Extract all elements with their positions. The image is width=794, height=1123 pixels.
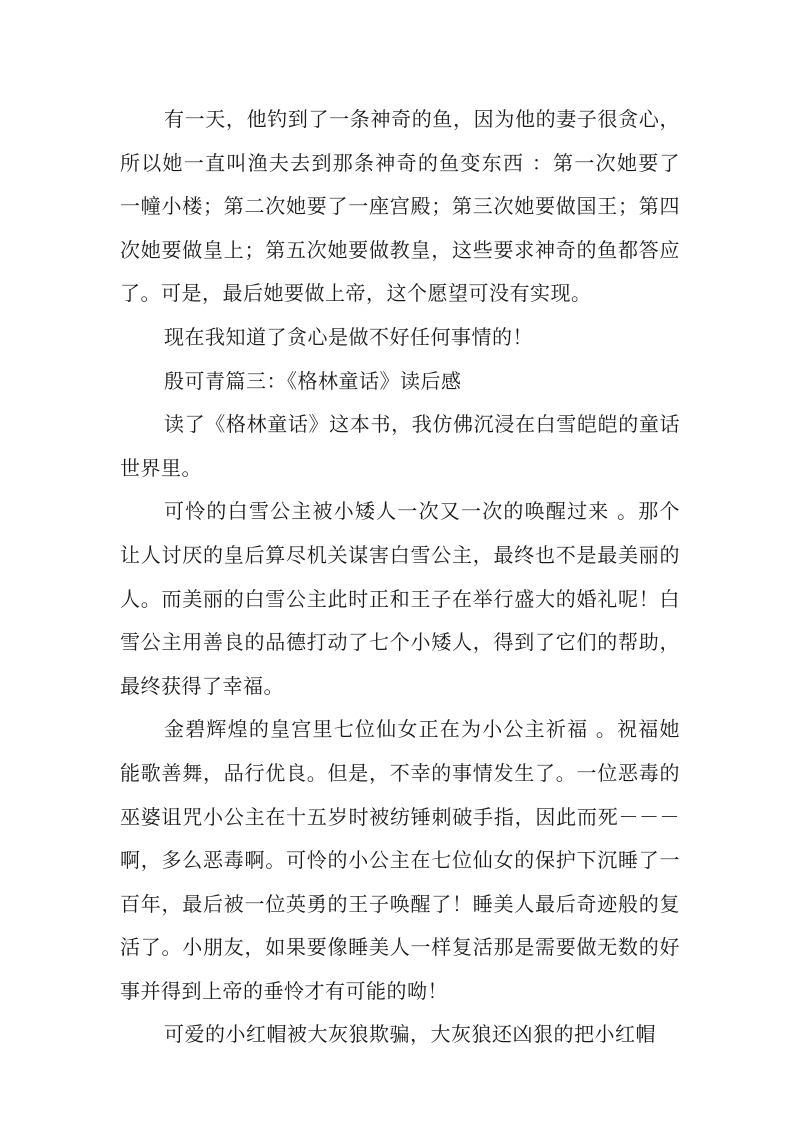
paragraph-sleeping-beauty: 金碧辉煌的皇宫里七位仙女正在为小公主祈福 。祝福她能歌善舞，品行优良。但是，不幸的事情发生了。一位恶毒的巫婆诅咒小公主在十五岁时被纺锤刺破手指，因此而死－－－啊，多么恶毒啊。可怜的小公主在七位仙女的保护下沉睡了一百年，最后被一位英勇的王子唤醒了！睡美人最后奇迹般的复活了。小朋友，如果要像睡美人一样复活那是需要做无数的好事并得到上帝的垂怜才有可能的呦！ xyxy=(120,717,680,1003)
paragraph-snow-white: 可怜的白雪公主被小矮人一次又一次的唤醒过来 。那个让人讨厌的皇后算尽机关谋害白雪公主，最终也不是最美丽的人。而美丽的白雪公主此时正和王子在举行盛大的婚礼呢！白雪公主用善良的品德打动了七个小矮人，得到了它们的帮助，最终获得了幸福。 xyxy=(120,499,680,698)
paragraph-fisherman-story: 有一天，他钓到了一条神奇的鱼，因为他的妻子很贪心，所以她一直叫渔夫去到那条神奇的鱼变东西 ：第一次她要了一幢小楼；第二次她要了一座宫殿；第三次她要做国王；第四次她要做皇上；第五次她要做教皇，这些要求神奇的鱼都答应了。可是，最后她要做上帝，这个愿望可没有实现。 xyxy=(120,107,680,306)
document-body xyxy=(120,98,680,1057)
section-title: 殷可青篇三：《格林童话》读后感 xyxy=(164,368,462,393)
paragraph-greed-lesson: 现在我知道了贪心是做不好任何事情的！ xyxy=(164,324,533,349)
paragraph-little-red-riding-hood: 可爱的小红帽被大灰狼欺骗，大灰狼还凶狠的把小红帽 xyxy=(164,1022,656,1047)
paragraph-intro: 读了《格林童话》这本书，我仿佛沉浸在白雪皑皑的童话世界里。 xyxy=(120,412,680,480)
